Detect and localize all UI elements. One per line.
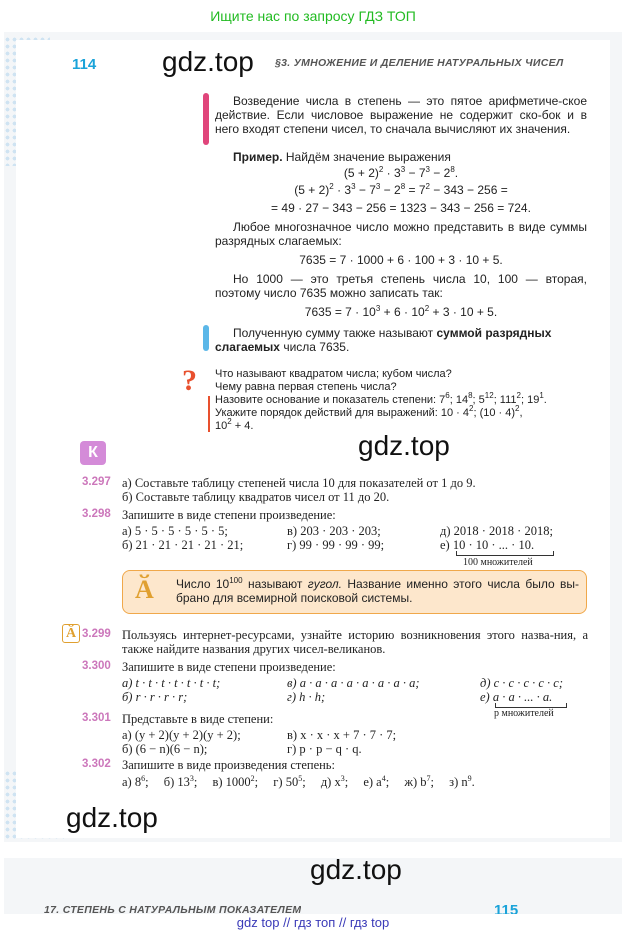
example-step-2: = 49 · 27 − 343 − 256 = 1323 − 343 − 256 = 724. (271, 201, 531, 215)
question-4-cont: $10^2 + 4$. (215, 417, 254, 432)
separator: // (283, 915, 291, 930)
watermark: gdz.top (358, 430, 450, 461)
question-4: Укажите порядок действий для выражений: $10 \cdot 4^2$; $(10 \cdot 4)^2$, (215, 404, 523, 419)
exercise-3302-item: а) $8^6$; (122, 774, 149, 789)
pencil-a-icon: Ӑ (135, 575, 154, 604)
exercise-3297 (122, 476, 592, 504)
exercise-3302-item: б) $13^3$; (163, 774, 198, 789)
watermark: gdz.top (162, 46, 254, 77)
separator: // (338, 915, 347, 930)
question-mark-icon: ? (182, 364, 197, 397)
exercise-3302-item: г) $50^5$; (273, 774, 306, 789)
exercise-3297-a: а) Составьте таблицу степеней числа 10 для показателей от 1 до 9. (122, 476, 476, 490)
bottom-links (0, 915, 626, 941)
internet-icon: Ӑ (62, 624, 80, 643)
example-step-1: $(5 + 2)^2 \cdot 3^3 - 7^3 - 2^8 = 7^2 - 343 - 256$ = (294, 182, 508, 197)
question-1: Что называют квадратом числа; кубом числа? (215, 368, 452, 380)
exercise-3300-b: б) r · r · r · r; (122, 690, 188, 704)
theory-paragraph-3: Но 1000 — это третья степень числа 10, 100 — вторая, поэтому число 7635 можно записать так: (215, 272, 587, 300)
exercise-3302-item: ж) $b^7$; (404, 774, 434, 789)
exercise-number: 3.302 (82, 758, 111, 770)
exercise-3300-a: а) t · t · t · t · t · t · t; (122, 676, 221, 690)
theory-paragraph-4 (215, 326, 587, 354)
example-line (233, 150, 593, 164)
next-page-number: 115 (494, 902, 519, 914)
exercise-3301-a: а) (y + 2)(y + 2)(y + 2); (122, 728, 241, 742)
running-head: §3. УМНОЖЕНИЕ И ДЕЛЕНИЕ НАТУРАЛЬНЫХ ЧИСЕЛ (275, 57, 564, 69)
summary-term: суммой разрядных слагаемых (215, 326, 552, 354)
exercise-number: 3.301 (82, 712, 111, 724)
decomposition-2: $7635 = 7 \cdot 10^3 + 6 \cdot 10^2 + 3 \cdot 10 + 5$. (304, 304, 498, 319)
exercise-3300-d: д) c · c · c · c · c; (480, 676, 564, 690)
brace-label: p множителей (494, 708, 554, 719)
exercise-3298-title: Запишите в виде степени произведение: (122, 508, 336, 522)
decomposition-1: 7635 = 7 · 1000 + 6 · 100 + 3 · 10 + 5. (299, 253, 503, 267)
next-page-head: 17. СТЕПЕНЬ С НАТУРАЛЬНЫМ ПОКАЗАТЕЛЕМ (44, 904, 302, 914)
summary-marker (203, 325, 209, 351)
top-banner[interactable]: Ищите нас по запросу ГДЗ ТОП (210, 8, 416, 24)
exercise-number: 3.297 (82, 476, 111, 488)
bottom-link[interactable]: гдз top (349, 915, 390, 930)
exercise-3300-v: в) a · a · a · a · a · a · a · a; (287, 676, 420, 690)
page-number: 114 (72, 56, 97, 73)
theory-paragraph-2: Любое многозначное число можно представить в виде суммы разрядных слагаемых: (215, 220, 587, 248)
exercise-3300-title: Запишите в виде степени произведение: (122, 660, 336, 674)
question-2: Чему равна первая степень числа? (215, 381, 397, 393)
exercise-3298-b: б) 21 · 21 · 21 · 21 · 21; (122, 538, 244, 552)
watermark: gdz.top (66, 802, 158, 833)
question-3: Назовите основание и показатель степени: $7^6$; $14^8$; $5^{12}$; $111^2$; $19^1$. (215, 391, 547, 406)
exercise-3300-g: г) h · h; (287, 690, 326, 704)
exercise-3299: Пользуясь интернет-ресурсами, узнайте историю возникновения этого назва-ния, а также найдите названия других чисел-великанов. (122, 628, 588, 656)
exercise-3298-e: е) 10 · 10 · ... · 10. (440, 538, 535, 552)
bottom-link[interactable]: гдз топ (293, 915, 336, 930)
watermark: gdz.top (310, 854, 402, 885)
example-expression: $(5 + 2)^2 \cdot 3^3 - 7^3 - 2^8$. (343, 165, 459, 180)
exercise-number: 3.299 (82, 628, 111, 640)
info-text: Число $10^{100}$ называют гугол. Название именно этого числа было вы-брано для всемирной поисковой системы. (176, 576, 580, 605)
example-label: Пример. (233, 150, 283, 164)
exercise-3301-b: б) (6 − n)(6 − n); (122, 742, 208, 756)
k-badge: К (80, 441, 106, 465)
exercise-3302-item: е) $a^4$; (363, 774, 390, 789)
example-text: Найдём значение выражения (285, 150, 451, 164)
exercise-3302-item: в) 1000$^2$; (212, 774, 259, 789)
exercise-3302-item: д) $x^3$; (320, 774, 349, 789)
summary-text-b: числа 7635. (283, 340, 350, 354)
exercise-3301-v: в) x · x · x + 7 · 7 · 7; (287, 728, 397, 742)
exercise-3302-title: Запишите в виде произведения степень: (122, 758, 335, 772)
exercise-3301-g: г) p · p − q · q. (287, 742, 362, 756)
exercise-number: 3.300 (82, 660, 111, 672)
exercise-3302-item: з) $n^9$. (449, 774, 475, 789)
exercise-3300-e: е) a · a · ... · a. (480, 690, 553, 704)
exercise-number: 3.298 (82, 508, 111, 520)
exercise-3298-v: в) 203 · 203 · 203; (287, 524, 381, 538)
exercise-3298-d: д) 2018 · 2018 · 2018; (440, 524, 553, 538)
exercise-3298-g: г) 99 · 99 · 99 · 99; (287, 538, 385, 552)
summary-text-a: Полученную сумму также называют (233, 326, 434, 340)
exercise-3297-b: б) Составьте таблицу квадратов чисел от 11 до 20. (122, 490, 390, 504)
theory-paragraph-1: Возведение числа в степень — это пятое арифметиче-ское действие. Если числовое выражение не содержит ско-бок и в него входят степени чисел, то сначала вычисляют их значения. (215, 94, 587, 136)
bottom-link[interactable]: gdz top (236, 915, 280, 930)
exercise-3298-a: а) 5 · 5 · 5 · 5 · 5 · 5; (122, 524, 228, 538)
question-bracket (208, 396, 214, 432)
exercise-3302-items (122, 775, 592, 789)
exercise-3301-title: Представьте в виде степени: (122, 712, 274, 726)
theory-marker (203, 93, 209, 145)
brace-label: 100 множителей (463, 557, 533, 568)
questions-block (215, 368, 587, 433)
